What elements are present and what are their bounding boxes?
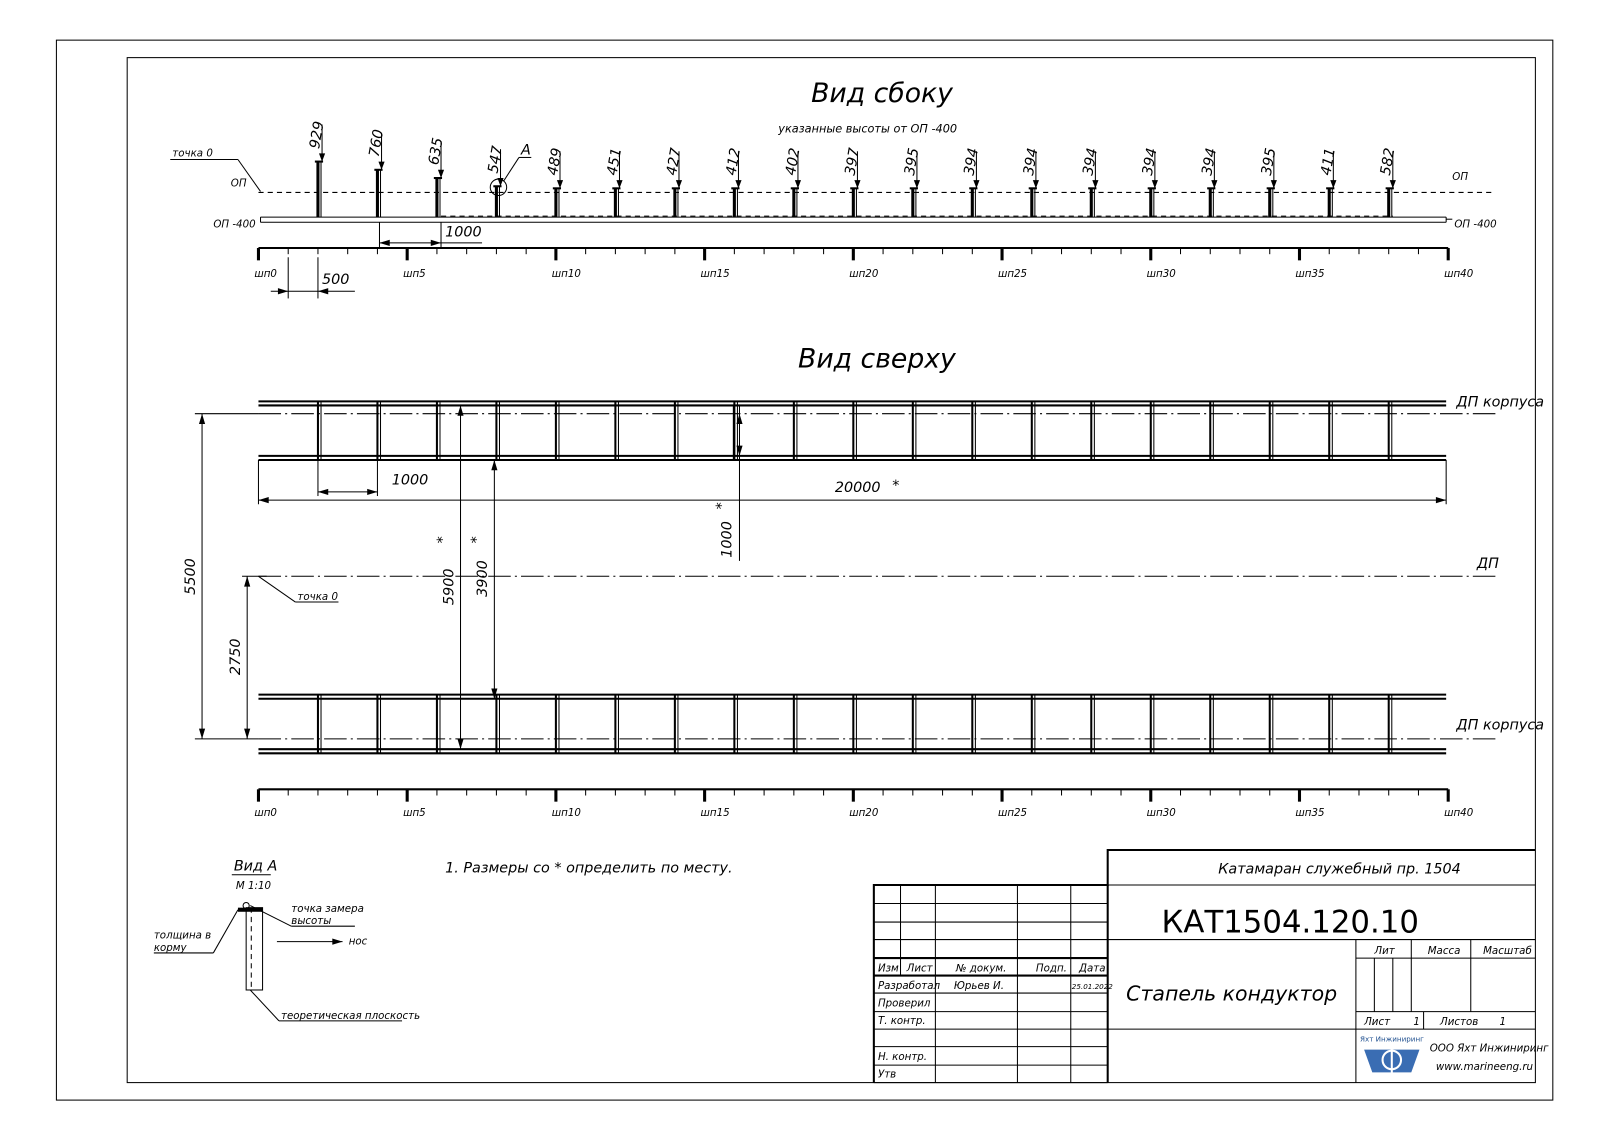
dim-20000-arrow-r	[1436, 497, 1446, 503]
height-dim-arrow	[1271, 180, 1277, 188]
frame-label: шп30	[1146, 267, 1176, 280]
height-dim-arrow	[1092, 180, 1098, 188]
height-label: 451	[604, 146, 626, 177]
dim-3900-label: 3900	[475, 560, 492, 597]
dim-1000-arrow-r	[431, 240, 441, 246]
top-view	[183, 343, 1544, 819]
frame-label: шп5	[403, 807, 426, 820]
tb-company: ООО Яхт Инжиниринг	[1429, 1042, 1549, 1055]
detail-a-scale: М 1:10	[235, 880, 272, 893]
dim-20000-arrow-l	[258, 497, 268, 503]
height-label: 397	[842, 146, 864, 177]
op-label-right: ОП	[1452, 171, 1469, 184]
top-point-zero-label: точка 0	[297, 590, 338, 603]
height-label: 412	[723, 146, 745, 177]
top-dim-1000-label: 1000	[391, 472, 429, 489]
frame-label: шп40	[1444, 267, 1474, 280]
height-label: 635	[426, 136, 447, 167]
frame-label: шп40	[1444, 807, 1474, 820]
dim-2750-arrow-bot	[244, 729, 250, 739]
tb-mass: Масса	[1427, 944, 1461, 957]
frame-label: шп10	[551, 807, 581, 820]
dim-1000-label: 1000	[445, 224, 482, 241]
side-frame-scale	[254, 248, 1473, 280]
dim-5900-arrow-bot	[457, 739, 463, 749]
height-dim-arrow	[616, 180, 622, 188]
detail-a-plane: теоретическая плоскость	[281, 1009, 421, 1022]
height-label: 582	[1377, 146, 1399, 177]
dim-2750-arrow-top	[244, 576, 250, 586]
height-dim-arrow	[1033, 180, 1039, 188]
dim-500-label: 500	[322, 272, 350, 289]
tb-name: Стапель кондуктор	[1126, 981, 1338, 1006]
height-dim-arrow	[973, 180, 979, 188]
lower-rungs	[318, 695, 1392, 754]
top-frame-scale	[254, 789, 1473, 819]
height-label: 394	[1139, 146, 1161, 177]
height-label: 394	[1080, 146, 1101, 177]
upper-ladder	[258, 401, 1446, 460]
detail-a-plane-leader	[250, 990, 279, 1021]
dim-5500-label: 5500	[182, 558, 199, 595]
tb-scale: Масштаб	[1483, 944, 1532, 957]
dp-label: ДП	[1476, 556, 1499, 573]
height-label: 394	[961, 146, 983, 177]
tb-col-header: Изм	[877, 962, 899, 975]
op400-left: ОП -400	[213, 218, 256, 231]
height-label: 547	[485, 144, 507, 175]
frame-label: шп15	[700, 267, 730, 280]
dim-500-arrow-r	[318, 288, 328, 294]
tb-sheet: 1	[1413, 1015, 1420, 1028]
detail-a-bow: нос	[348, 935, 368, 948]
frame-label: шп35	[1295, 807, 1325, 820]
dim-20000-label: 20000	[834, 479, 881, 496]
tb-project: Катамаран служебный пр. 1504	[1218, 861, 1461, 878]
top-point-zero-leader	[258, 576, 295, 602]
upper-rungs	[318, 401, 1392, 460]
detail-a	[154, 859, 420, 1022]
tb-row-name: Юрьев И.	[953, 979, 1004, 992]
top-view-title: Вид сверху	[798, 343, 956, 375]
height-label: 760	[366, 128, 388, 159]
dim-20000-star: *	[892, 477, 900, 494]
height-label: 395	[902, 146, 923, 177]
tb-row-role: Проверил	[877, 997, 931, 1010]
height-label: 394	[1199, 146, 1220, 177]
side-view-subtitle: указанные высоты от ОП -400	[778, 122, 958, 136]
logo-text: Яхт Инжиниринг	[1360, 1034, 1424, 1044]
dim-2750-label: 2750	[228, 638, 244, 676]
frame-label: шп25	[997, 267, 1028, 280]
tb-row-role: Н. контр.	[877, 1050, 928, 1063]
tb-row-role: Утв	[877, 1068, 897, 1081]
dp-hull-bottom-label: ДП корпуса	[1456, 717, 1545, 734]
tb-website: www.marineeng.ru	[1435, 1061, 1534, 1074]
dim-500-arrow-l	[278, 288, 288, 294]
dim-1000v-star: *	[714, 502, 731, 510]
height-dim-arrow	[676, 180, 682, 188]
frame-label: шп25	[997, 807, 1028, 820]
tb-sheets: 1	[1499, 1015, 1507, 1028]
dim-5500-arrow-bot	[199, 729, 205, 739]
detail-a-title: Вид А	[233, 858, 278, 875]
height-dim-arrow	[735, 180, 741, 188]
height-dim-arrow	[914, 180, 920, 188]
tb-col-header: Подп.	[1035, 962, 1067, 975]
height-dim-arrow	[319, 153, 325, 161]
height-dim-arrow	[1330, 180, 1336, 188]
detail-a-bow-arrowhead	[332, 939, 342, 945]
height-dim-arrow	[1390, 180, 1396, 188]
top-dim-1000-arrow-l	[318, 489, 328, 495]
tb-left-grid	[874, 885, 1113, 1083]
dim-1000v-label: 1000	[719, 521, 736, 558]
point-zero-label: точка 0	[172, 147, 213, 160]
height-label: 395	[1258, 146, 1280, 177]
dim-3900-star: *	[469, 536, 486, 544]
tb-row-date: 25.01.2022	[1071, 981, 1113, 991]
title-block	[874, 850, 1549, 1083]
frame-label: шп10	[551, 267, 581, 280]
frame-label: шп5	[403, 267, 426, 280]
frame-label: шп35	[1295, 267, 1325, 280]
top-dim-1000-arrow-r	[367, 489, 377, 495]
detail-a-thickness-1: толщина в	[153, 929, 212, 942]
detail-a-post	[246, 908, 262, 990]
detail-a-measure-leader	[250, 906, 291, 927]
tb-lit: Лит	[1374, 944, 1395, 957]
op400-right: ОП -400	[1454, 218, 1497, 231]
dim-5900-star: *	[435, 536, 452, 544]
company-logo	[1360, 1034, 1424, 1074]
height-label: 929	[307, 120, 328, 150]
callout-a-leader	[504, 157, 519, 181]
tb-col-header: Дата	[1078, 962, 1106, 975]
tb-row-role: Разработал	[877, 979, 941, 992]
height-dim-arrow	[1211, 180, 1217, 188]
height-dim-arrow	[378, 162, 384, 170]
height-dim-arrow	[795, 180, 801, 188]
height-dim-arrow	[438, 170, 444, 178]
dim-5500-arrow-top	[199, 414, 205, 424]
height-label: 427	[664, 146, 685, 177]
op-label-left: ОП	[230, 177, 247, 190]
dim-1000-arrow-l	[379, 240, 389, 246]
dim-5900-arrow-top	[457, 405, 463, 415]
frame-label: шп0	[254, 267, 277, 280]
frame-label: шп30	[1146, 807, 1176, 820]
frame-label: шп0	[254, 807, 277, 820]
detail-a-measure-1: точка замера	[291, 902, 364, 915]
frame-label: шп20	[849, 267, 879, 280]
side-view-title: Вид сбоку	[811, 77, 953, 109]
tb-sheets-label: Листов	[1440, 1015, 1479, 1028]
frame-label: шп15	[700, 807, 730, 820]
detail-a-thickness-leader	[213, 910, 238, 953]
tb-code: КАТ1504.120.10	[1161, 904, 1419, 941]
side-view	[170, 78, 1497, 299]
height-label: 402	[783, 146, 804, 177]
detail-a-measure-2: высоты	[291, 915, 332, 928]
height-label: 411	[1318, 146, 1339, 177]
height-dim-arrow	[854, 180, 860, 188]
height-dim-arrow	[1152, 180, 1158, 188]
height-label: 489	[545, 146, 566, 177]
callout-a-label: А	[521, 142, 531, 159]
height-dim-arrow	[557, 180, 563, 188]
height-label: 394	[1021, 146, 1042, 177]
frame-label: шп20	[849, 807, 879, 820]
tb-sheet-label: Лист	[1364, 1015, 1391, 1028]
drawing-note: 1. Размеры со * определить по месту.	[445, 860, 733, 877]
tb-col-header: № докум.	[955, 962, 1007, 975]
tb-col-header: Лист	[906, 962, 933, 975]
dp-hull-top-label: ДП корпуса	[1456, 394, 1545, 411]
detail-a-thickness-2: корму	[153, 941, 187, 954]
dim-5900-label: 5900	[441, 568, 458, 606]
lower-ladder	[258, 695, 1446, 754]
tb-row-role: Т. контр.	[877, 1014, 926, 1027]
dim-3900-arrow-top	[491, 460, 497, 470]
